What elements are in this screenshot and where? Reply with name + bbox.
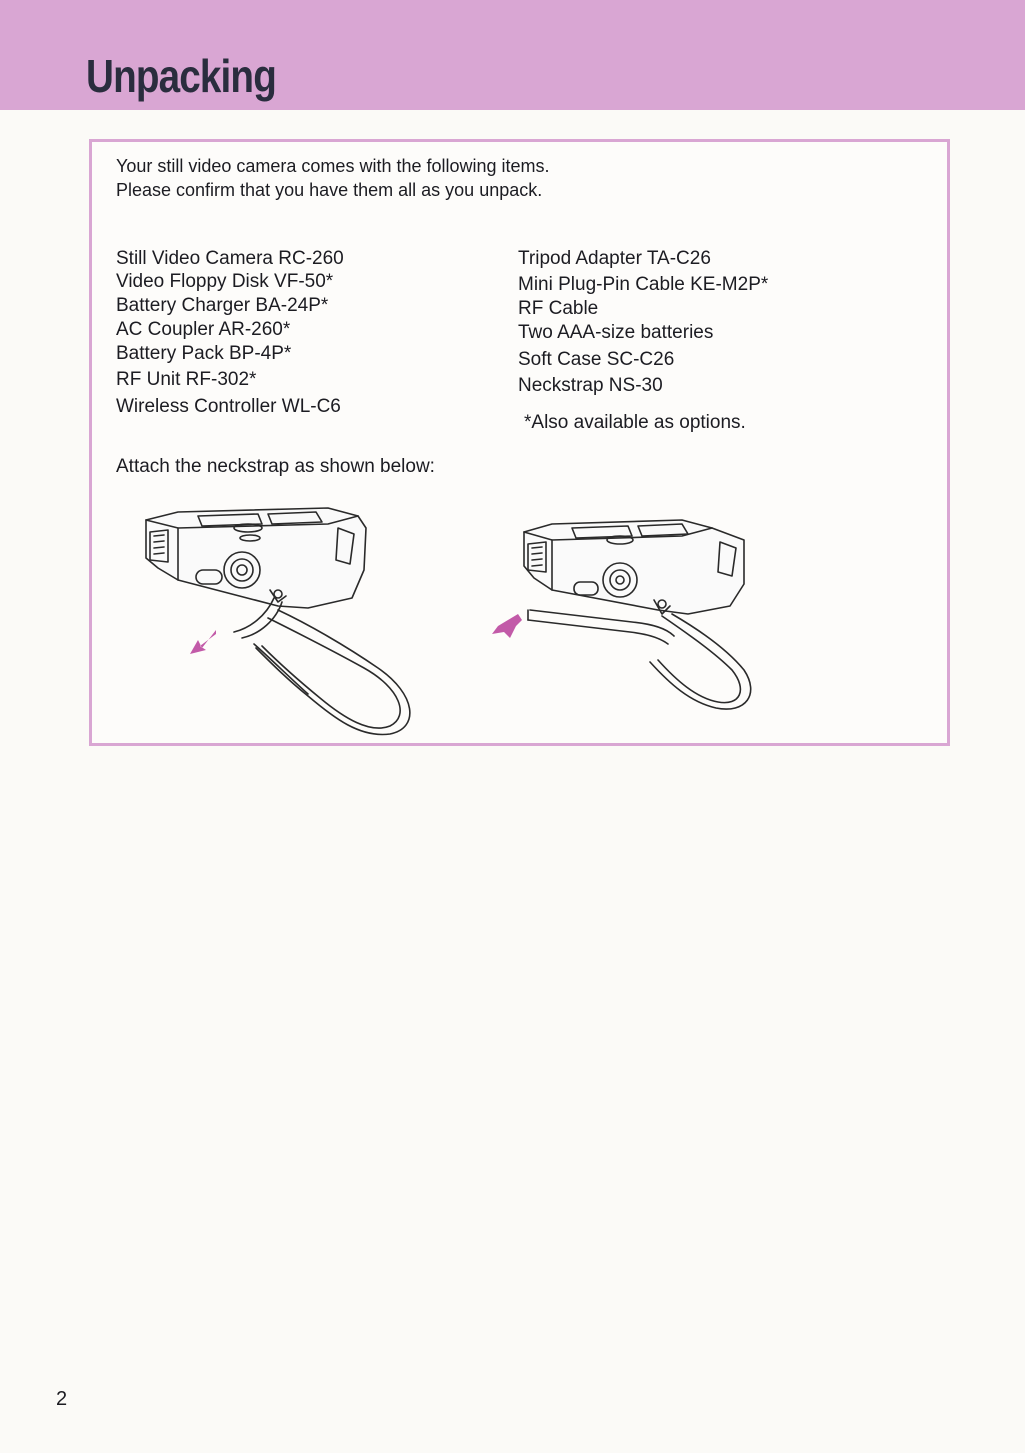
direction-arrow-icon <box>492 614 522 638</box>
intro-line-1: Your still video camera comes with the following items. <box>116 156 550 176</box>
list-item: RF Unit RF-302* <box>116 369 257 390</box>
camera-neckstrap-attach-step-2-icon <box>482 510 762 710</box>
list-item: Tripod Adapter TA-C26 <box>518 248 711 269</box>
attach-instruction: Attach the neckstrap as shown below: <box>116 456 435 477</box>
list-item: Wireless Controller WL-C6 <box>116 396 341 417</box>
list-item: AC Coupler AR-260* <box>116 319 291 340</box>
list-item: Neckstrap NS-30 <box>518 375 663 396</box>
intro-line-2: Please confirm that you have them all as you unpack. <box>116 180 543 200</box>
page-title: Unpacking <box>86 50 276 102</box>
list-item: Mini Plug-Pin Cable KE-M2P* <box>518 274 769 295</box>
list-item: Video Floppy Disk VF-50* <box>116 271 334 292</box>
list-item: Two AAA-size batteries <box>518 322 714 343</box>
list-item: RF Cable <box>518 298 599 319</box>
options-footnote: *Also available as options. <box>524 412 746 433</box>
list-item: Soft Case SC-C26 <box>518 349 675 370</box>
direction-arrow-icon <box>190 630 216 654</box>
list-item: Battery Pack BP-4P* <box>116 343 292 364</box>
list-item: Still Video Camera RC-260 <box>116 248 344 269</box>
list-item: Battery Charger BA-24P* <box>116 295 329 316</box>
intro-text <box>116 154 550 202</box>
camera-neckstrap-attach-step-1-icon <box>138 498 428 738</box>
page-number: 2 <box>56 1388 68 1410</box>
